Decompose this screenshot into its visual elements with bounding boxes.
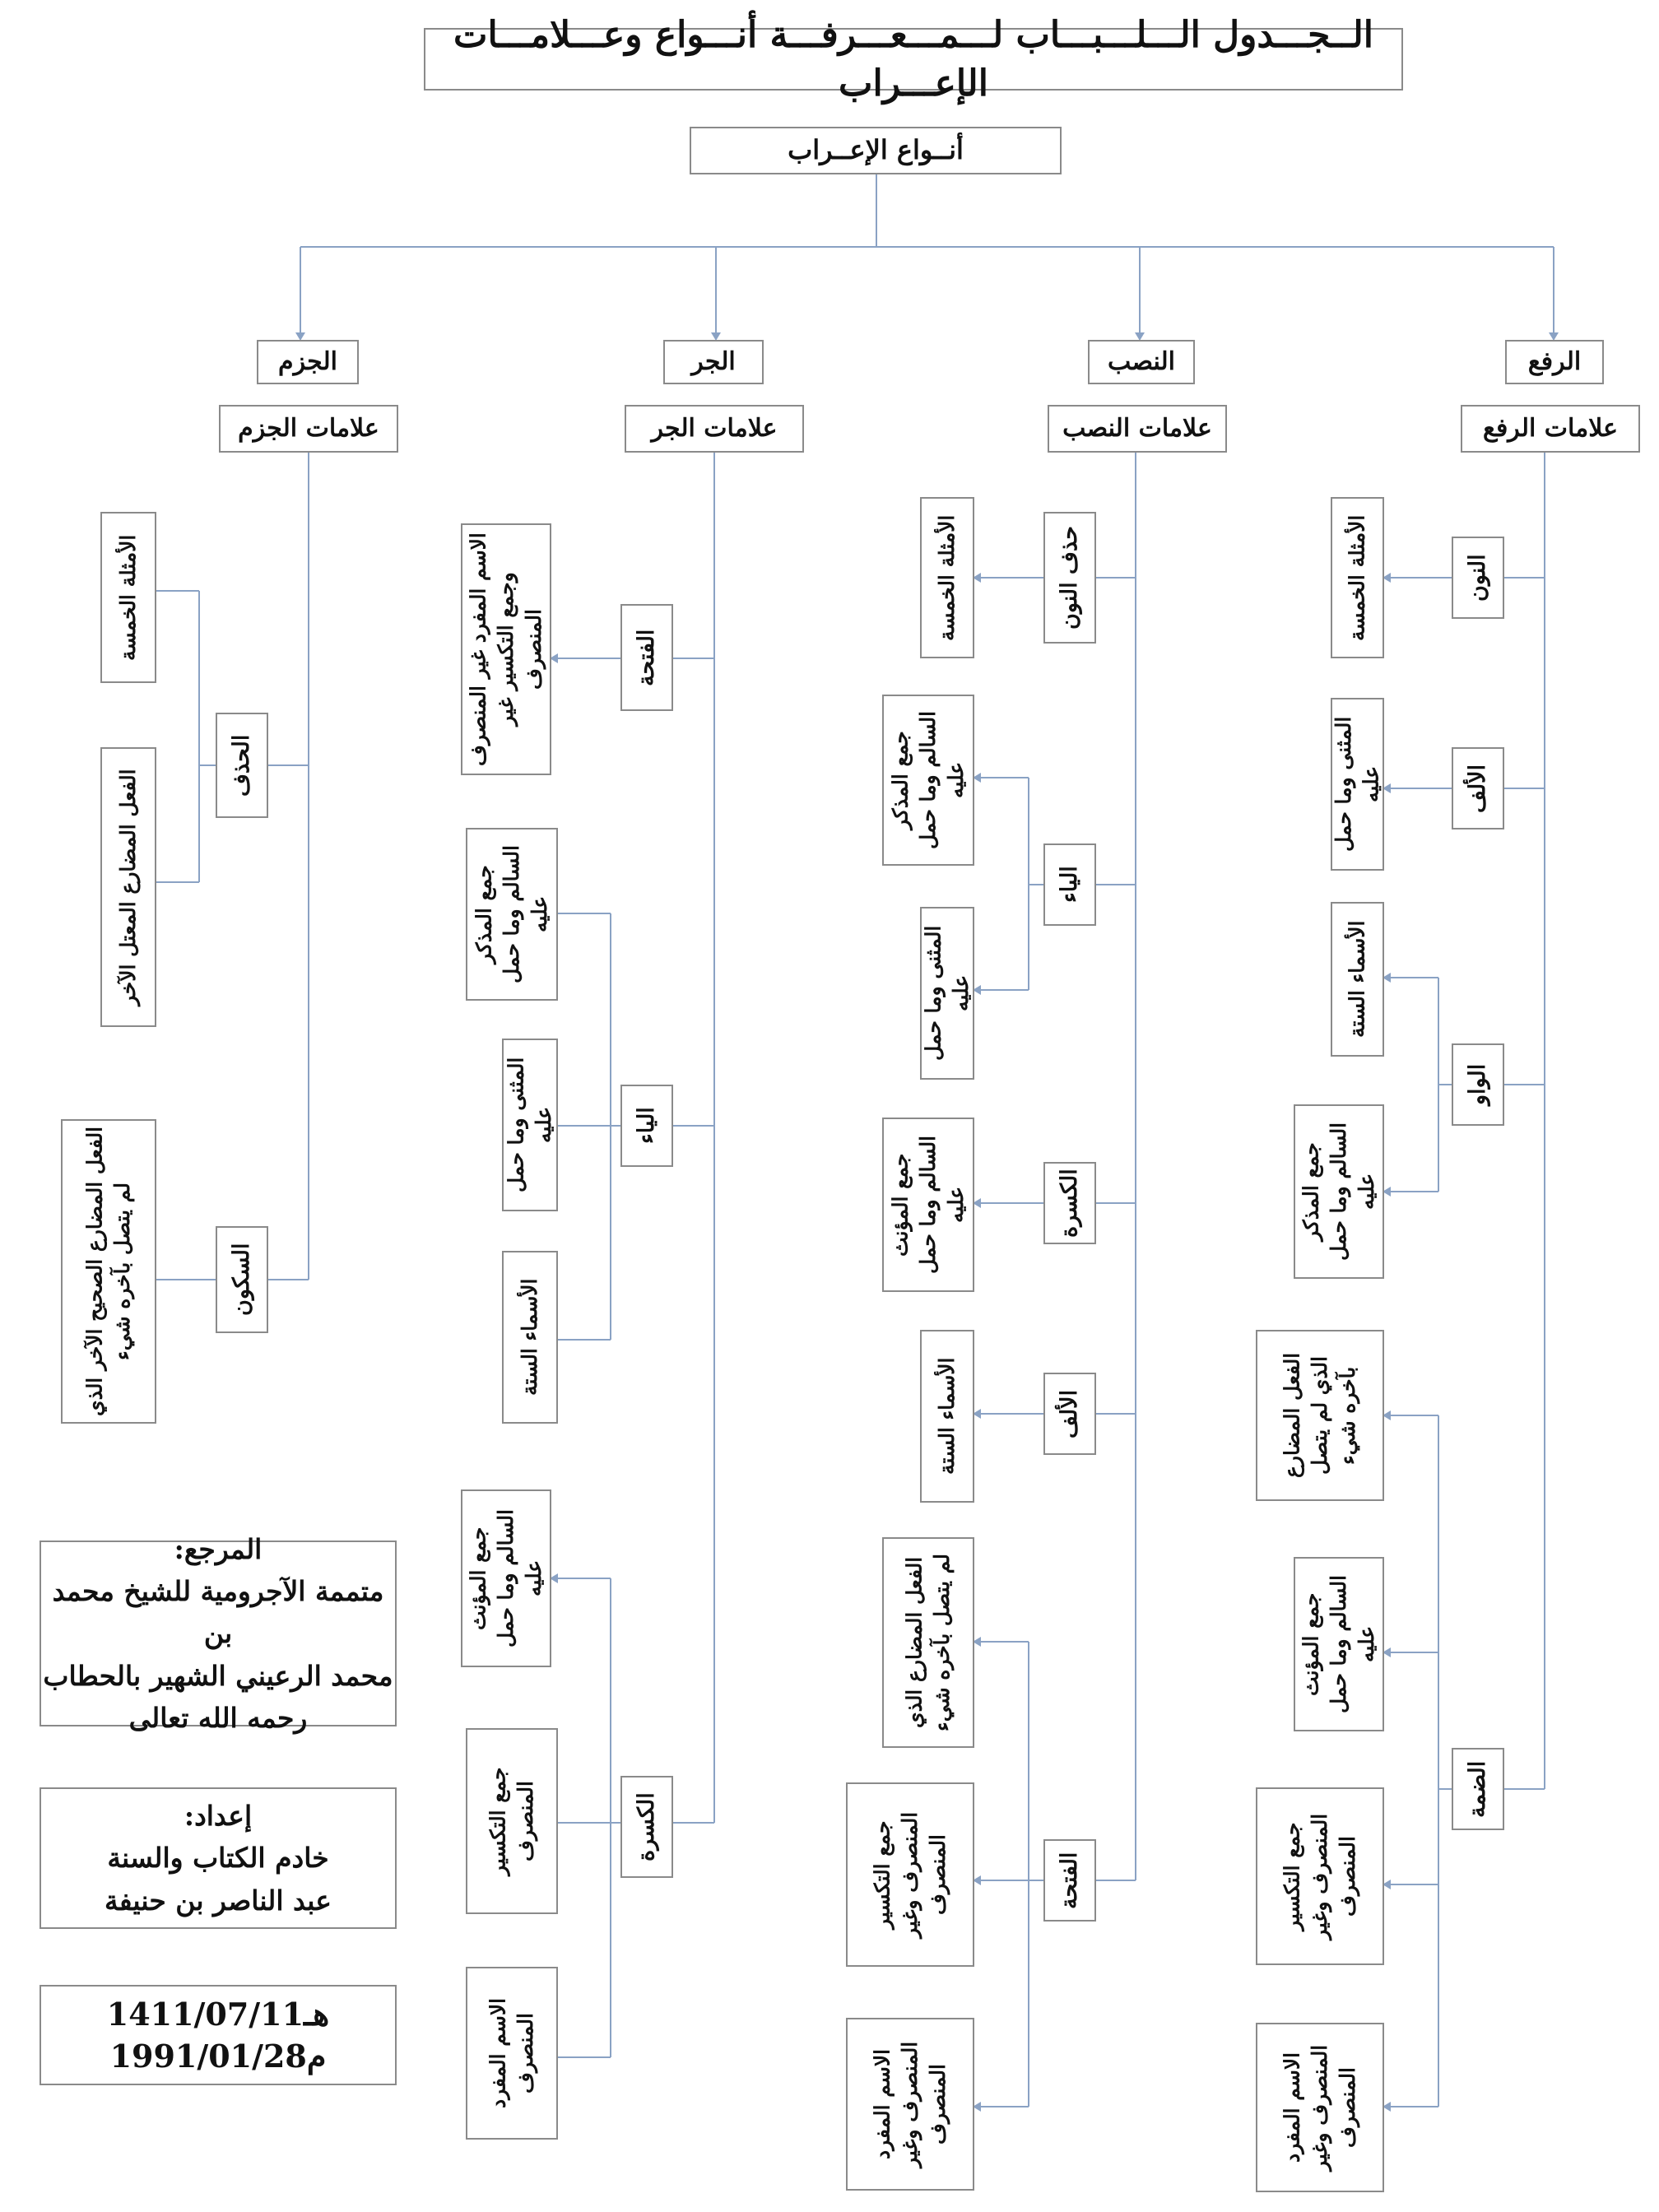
reference-box [40,1533,397,1734]
jazm-sign-sukun: السكون [216,1226,268,1333]
raf-item-fem-plural: جمع المؤنث السالم وما حمل عليه [1294,1557,1384,1731]
jazm-sign-deletion: الحذف [216,713,268,818]
raf-item-singular: الاسم المفرد المنصرف وغير المنصرف [1256,2023,1384,2192]
root-types-box: أنــواع الإعــراب [690,127,1062,174]
jarr-item-broken-plural: جمع التكسير المنصرف [466,1728,558,1914]
nasb-item-five-verbs: الأمثلة الخمسة [920,497,974,658]
jarr-sign-fatha: الفتحة [620,604,673,711]
nasb-sign-nun-deletion: حذف النون [1043,512,1096,644]
jazm-signs-header: علامات الجزم [219,405,398,453]
jarr-signs-header: علامات الجر [625,405,804,453]
jazm-item-weak-verb: الفعل المضارع المعتل الآخر [100,747,156,1027]
reference-line-1: متممة الآجرومية للشيخ محمد بن [52,1575,384,1650]
raf-header: الرفع [1505,340,1604,384]
author-heading: إعداد: [184,1800,253,1833]
raf-sign-waw: الواو [1452,1043,1504,1126]
jarr-sign-kasra: الكسرة [620,1776,673,1878]
nasb-sign-kasra: الكسرة [1043,1162,1096,1244]
nasb-item-singular: الاسم المفرد المنصرف وغير المنصرف [846,2018,974,2191]
raf-sign-alif: الألف [1452,747,1504,830]
nasb-signs-header: علامات النصب [1048,405,1227,453]
jarr-item-masc-plural: جمع المذكر السالم وما حمل عليه [466,828,558,1001]
raf-signs-header: علامات الرفع [1461,405,1640,453]
nasb-item-masc-plural: جمع المذكر السالم وما حمل عليه [882,695,974,866]
raf-sign-nun: النون [1452,537,1504,619]
raf-item-six-nouns: الأسماء الستة [1331,902,1384,1057]
nasb-item-dual: المثنى وما حمل عليه [920,907,974,1080]
nasb-sign-ya: الياء [1043,843,1096,926]
nasb-sign-fatha: الفتحة [1043,1839,1096,1922]
raf-item-broken-plural: جمع التكسير المنصرف وغير المنصرف [1256,1787,1384,1965]
hijri-date: 1411/07/11هـ [106,1995,330,2033]
raf-item-masc-plural: جمع المذكر السالم وما حمل عليه [1294,1104,1384,1279]
raf-item-dual: المثنى وما حمل عليه [1331,698,1384,871]
jazm-header: الجزم [257,340,359,384]
nasb-item-six-nouns: الأسماء الستة [920,1330,974,1503]
nasb-item-broken-plural: جمع التكسير المنصرف وغير المنصرف [846,1782,974,1967]
author-box [40,1787,397,1929]
jarr-item-fem-plural: جمع المؤنث السالم وما حمل عليه [461,1489,551,1667]
jarr-item-six-nouns: الأسماء الستة [502,1251,558,1424]
nasb-item-present-verb: الفعل المضارع الذي لم يتصل بآخره شيء [882,1537,974,1748]
raf-item-five-verbs: الأمثلة الخمسة [1331,497,1384,658]
nasb-header: النصب [1088,340,1195,384]
jarr-header: الجر [663,340,764,384]
author-line-1: خادم الكتاب والسنة [107,1842,329,1875]
dates-box [40,1985,397,2085]
reference-heading: المرجع: [174,1533,263,1566]
jarr-item-nonderived: الاسم المفرد غير المنصرف وجمع التكسير غير المنصرف [461,523,551,775]
jarr-item-singular: الاسم المفرد المنصرف [466,1967,558,2140]
gregorian-date: 1991/01/28م [109,2038,327,2075]
nasb-item-fem-plural: جمع المؤنث السالم وما حمل عليه [882,1118,974,1292]
author-line-2: عبد الناصر بن حنيفة [105,1884,332,1917]
jarr-sign-ya: الياء [620,1085,673,1167]
jazm-item-five-verbs: الأمثلة الخمسة [100,512,156,683]
reference-line-3: رحمه الله تعالى [128,1701,308,1734]
nasb-sign-alif: الألف [1043,1373,1096,1455]
jazm-item-sound-verb: الفعل المضارع الصحيح الآخر الذي لم يتصل بآخره شيء [61,1119,156,1424]
raf-sign-damma: الضمة [1452,1748,1504,1830]
page-title: الــجـــدول الـــلـــبـــاب لـــمـــعـــرفـــة أنـــواع وعـــلامـــات الإعـــراب [424,28,1403,91]
raf-item-present-verb: الفعل المضارع الذي لم يتصل بآخره شيء [1256,1330,1384,1501]
jarr-item-dual: المثنى وما حمل عليه [502,1039,558,1211]
reference-line-2: محمد الرعيني الشهير بالحطاب [43,1659,393,1692]
